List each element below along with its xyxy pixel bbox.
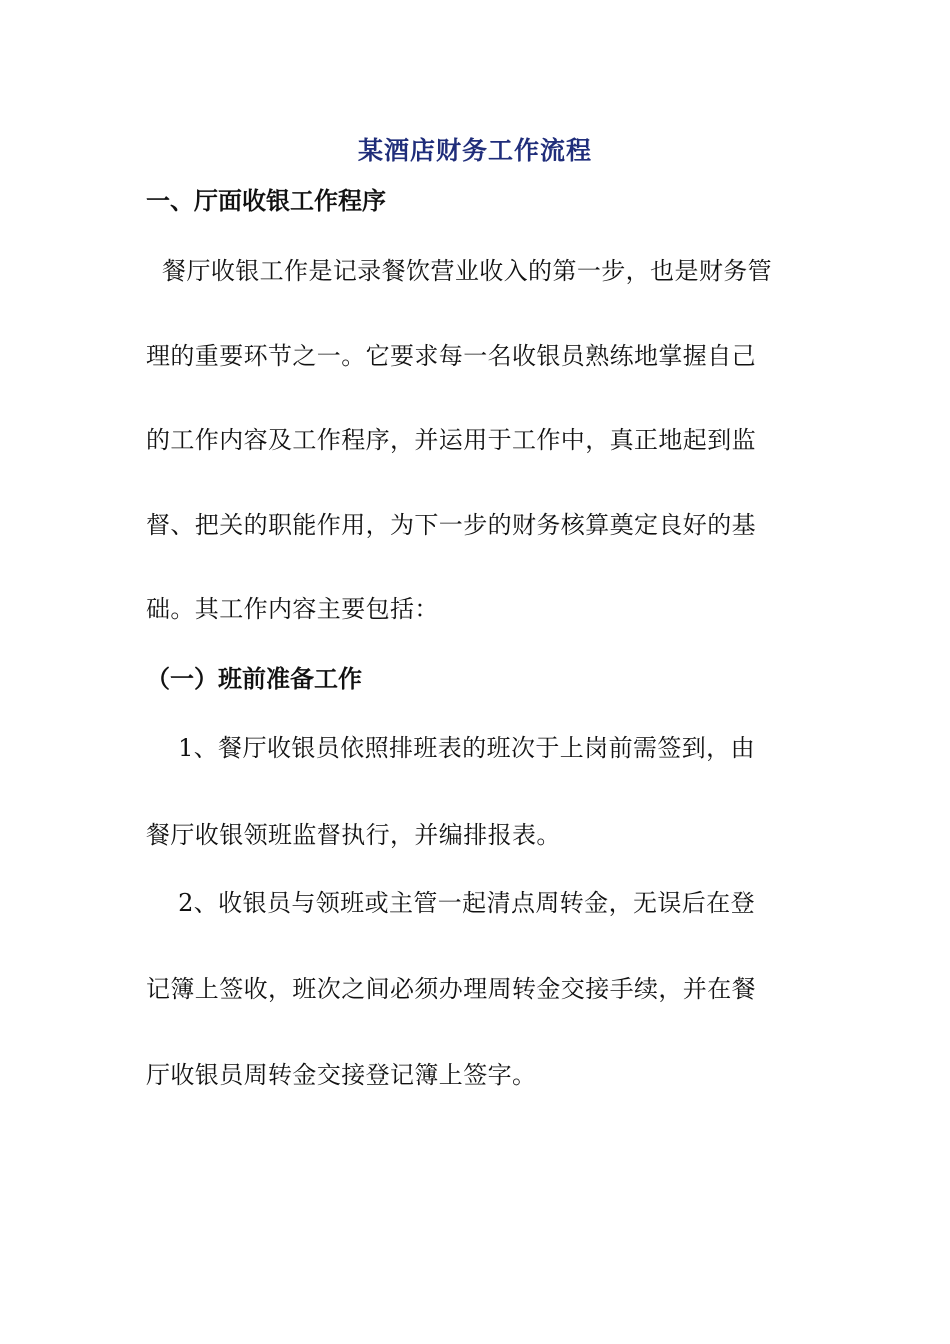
paragraph-line: 2、收银员与领班或主管一起清点周转金，无误后在登: [146, 889, 755, 917]
document-title: 某酒店财务工作流程: [357, 136, 592, 165]
paragraph-line: 餐厅收银领班监督执行，并编排报表。: [146, 821, 561, 849]
paragraph-line: 记簿上签收，班次之间必须办理周转金交接手续，并在餐: [146, 975, 756, 1003]
paragraph-line: 础。其工作内容主要包括：: [146, 595, 439, 623]
section-heading: 一、厅面收银工作程序: [146, 187, 386, 215]
subsection-heading: （一）班前准备工作: [146, 665, 362, 693]
paragraph-line: 餐厅收银工作是记录餐饮营业收入的第一步，也是财务管: [146, 257, 773, 285]
paragraph-line: 督、把关的职能作用，为下一步的财务核算奠定良好的基: [146, 511, 756, 539]
paragraph-line: 厅收银员周转金交接登记簿上签字。: [146, 1061, 537, 1089]
paragraph-line: 1、餐厅收银员依照排班表的班次于上岗前需签到，由: [146, 734, 755, 762]
paragraph-line: 理的重要环节之一。它要求每一名收银员熟练地掌握自己: [146, 342, 756, 370]
paragraph-line: 的工作内容及工作程序，并运用于工作中，真正地起到监: [146, 426, 756, 454]
